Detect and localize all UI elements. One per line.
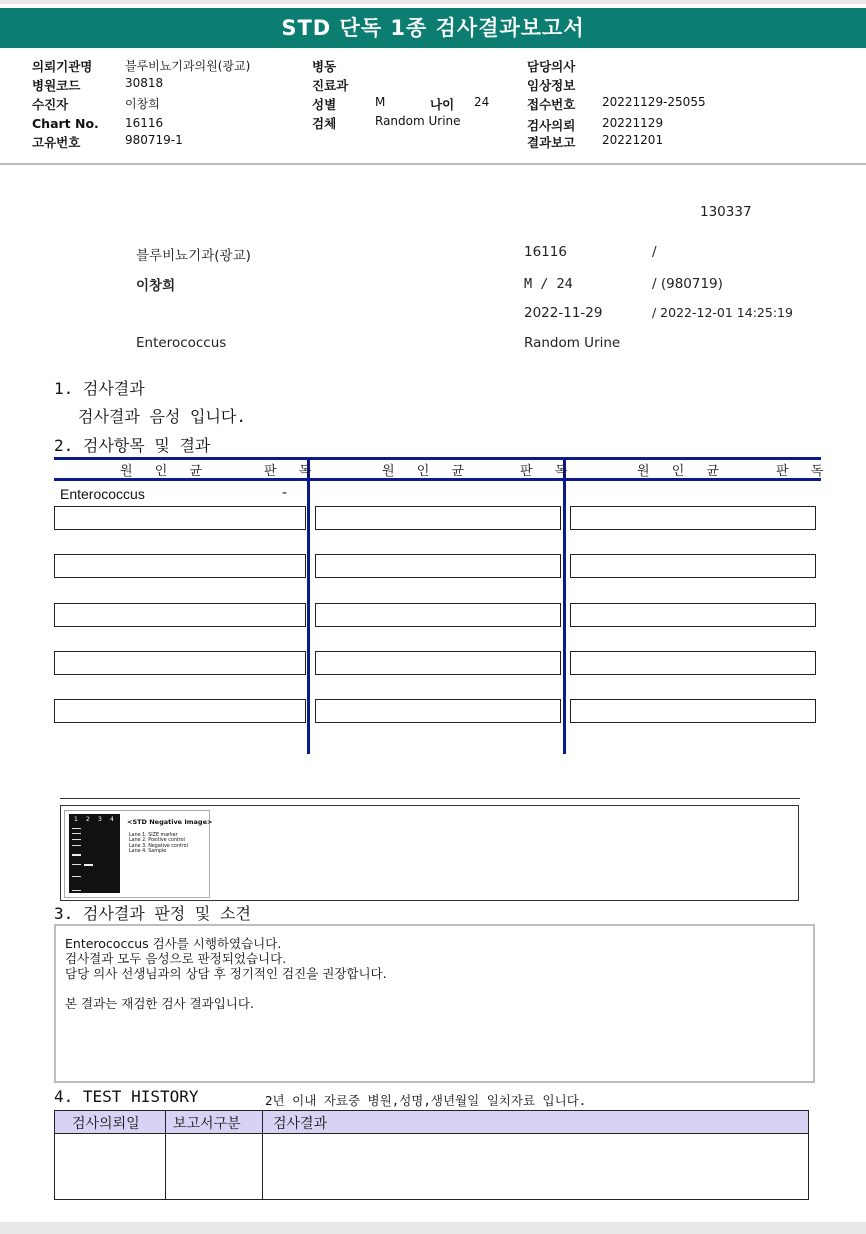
report-slash: / [652, 244, 657, 260]
history-col-divider [262, 1111, 263, 1199]
value-hospital-code: 30818 [125, 76, 164, 90]
result-box [54, 699, 306, 723]
marker-band [72, 876, 81, 877]
report-date-reported: / 2022-12-01 14:25:19 [652, 305, 793, 320]
result-box [570, 651, 816, 675]
finding-box [54, 924, 815, 1083]
value-chart-no: 16116 [125, 116, 164, 130]
table-col-divider-1 [307, 457, 310, 754]
positive-control-band [84, 864, 93, 866]
value-unique-id: 980719-1 [125, 133, 183, 147]
gel-top-rule [60, 798, 800, 799]
footer-strip [0, 1222, 866, 1234]
history-header-result: 검사결과 [273, 1116, 328, 1132]
result-box [54, 603, 306, 627]
value-patient: 이창희 [125, 97, 160, 111]
gel-title: <STD Negative Image> [127, 818, 213, 826]
pathogen-name: Enterococcus [60, 486, 145, 502]
result-box [570, 506, 816, 530]
marker-band [72, 854, 81, 856]
marker-band [72, 833, 81, 834]
col-header-pathogen-1: 원 인 균 [120, 464, 211, 479]
label-ward: 병동 [312, 59, 337, 74]
finding-line: 검사결과 모두 음성으로 판정되었습니다. [65, 951, 287, 966]
result-box [570, 699, 816, 723]
report-clinic: 블루비뇨기과(광교) [136, 248, 251, 264]
col-header-result-2: 판 독 [520, 464, 577, 479]
gel-legend-item: Lane 2. Positive control [129, 838, 185, 844]
col-header-result-3: 판 독 [776, 464, 833, 479]
finding-line: Enterococcus 검사를 시행하였습니다. [65, 936, 282, 951]
label-doctor: 담당의사 [527, 59, 576, 74]
label-unique-id: 고유번호 [32, 135, 81, 150]
marker-band [72, 828, 81, 829]
section4-title: 4. TEST HISTORY [54, 1087, 199, 1106]
gel-figure [64, 810, 213, 898]
result-box [570, 603, 816, 627]
report-sex-age: M / 24 [524, 276, 573, 292]
gel-legend [129, 833, 188, 854]
result-box [315, 699, 561, 723]
label-chart-no: Chart No. [32, 116, 99, 131]
section1-title: 1. 검사결과 [54, 379, 145, 398]
marker-band [72, 839, 81, 840]
gel-legend-item: Lane 3. Negative control [129, 843, 188, 849]
report-patient-name: 이창희 [136, 278, 176, 294]
label-report-date: 결과보고 [527, 135, 576, 150]
value-report-date: 20221201 [602, 133, 664, 147]
history-table [54, 1110, 809, 1200]
col-header-result-1: 판 독 [264, 464, 321, 479]
label-age: 나이 [430, 97, 455, 112]
col-header-pathogen-2: 원 인 균 [382, 464, 473, 479]
label-patient: 수진자 [32, 97, 69, 112]
result-box [315, 603, 561, 627]
gel-legend-item: Lane 1. SIZE marker [129, 833, 178, 838]
value-request-date: 20221129 [602, 116, 664, 130]
value-receipt-no: 20221129-25055 [602, 95, 706, 109]
label-specimen: 검체 [312, 116, 337, 131]
label-clinical-info: 임상정보 [527, 78, 576, 93]
value-sex: M [375, 95, 386, 109]
result-box [315, 554, 561, 578]
gel-lane-number: 2 [86, 816, 90, 823]
section1-result-text: 검사결과 음성 입니다. [78, 407, 247, 426]
label-hospital-code: 병원코드 [32, 78, 81, 93]
table-col-divider-2 [563, 457, 566, 754]
finding-line: 담당 의사 선생님과의 상담 후 정기적인 검진을 권장합니다. [65, 966, 387, 981]
pathogen-result: - [282, 485, 288, 501]
marker-band [72, 890, 81, 891]
result-box [315, 506, 561, 530]
label-request-date: 검사의뢰 [527, 118, 576, 133]
result-box [570, 554, 816, 578]
section2-title: 2. 검사항목 및 결과 [54, 436, 211, 455]
label-requesting-institution: 의뢰기관명 [32, 59, 93, 74]
gel-lane-number: 3 [98, 816, 102, 823]
report-code: 130337 [700, 204, 752, 220]
result-box [54, 506, 306, 530]
value-age: 24 [474, 95, 490, 109]
gel-photo [69, 814, 120, 893]
report-specimen: Random Urine [524, 335, 621, 351]
label-department: 진료과 [312, 78, 349, 93]
report-test-name: Enterococcus [136, 335, 227, 351]
finding-line: 본 결과는 재검한 검사 결과입니다. [65, 996, 254, 1011]
history-header-request-date: 검사의뢰일 [72, 1116, 140, 1132]
history-header-report-type: 보고서구분 [173, 1116, 241, 1132]
history-header-row [55, 1111, 808, 1134]
result-box [54, 554, 306, 578]
top-strip [0, 0, 866, 4]
result-box [315, 651, 561, 675]
section4-note: 2년 이내 자료중 병원,성명,생년월일 일치자료 입니다. [265, 1093, 587, 1108]
marker-band [72, 845, 81, 846]
section3-title: 3. 검사결과 판정 및 소견 [54, 904, 251, 923]
gel-lane-number: 1 [74, 816, 78, 823]
label-sex: 성별 [312, 97, 337, 112]
result-box [54, 651, 306, 675]
report-birth: / (980719) [652, 276, 723, 292]
report-title: STD 단독 1종 검사결과보고서 [0, 8, 866, 48]
gel-lane-number: 4 [110, 816, 114, 823]
col-header-pathogen-3: 원 인 균 [637, 464, 728, 479]
report-date-received: 2022-11-29 [524, 305, 603, 321]
label-receipt-no: 접수번호 [527, 97, 576, 112]
history-col-divider [165, 1111, 166, 1199]
report-chart-no: 16116 [524, 244, 567, 260]
marker-band [72, 864, 81, 865]
gel-legend-item: Lane 4. Sample [129, 848, 167, 854]
value-requesting-institution: 블루비뇨기과의원(광교) [125, 59, 251, 73]
value-specimen: Random Urine [375, 114, 461, 128]
header-divider [0, 163, 866, 165]
